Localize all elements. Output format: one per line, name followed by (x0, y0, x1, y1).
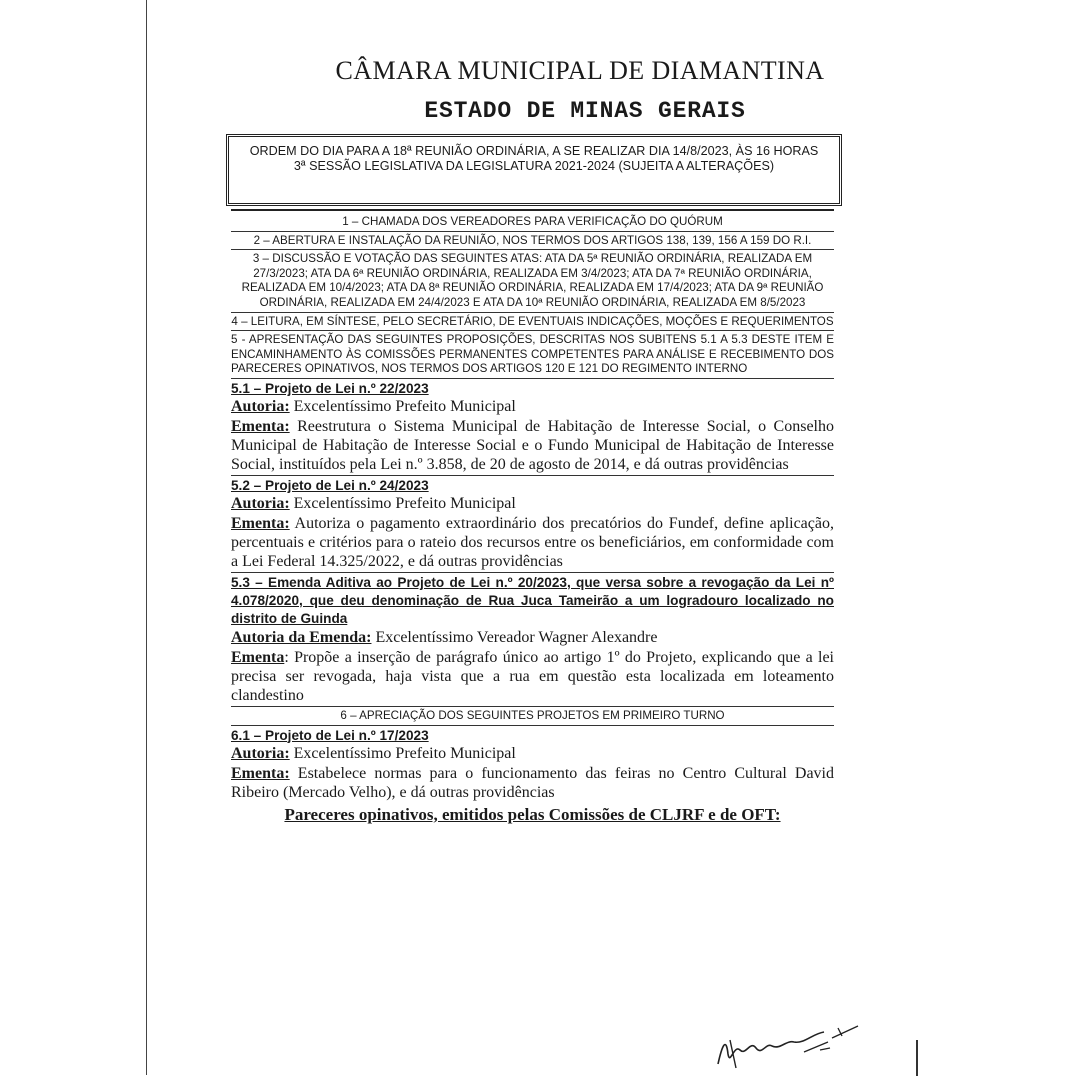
summary-text: Reestrutura o Sistema Municipal de Habitação de Interesse Social, o Conselho Municipal de Habitação de Interesse Social e o Fundo Municipal de Habitação de Interesse Social, instituídos pela Lei n.º 3.858, de 20 de agosto de 2014, e dá outras providências (231, 417, 834, 473)
subitem-5-1-author (231, 397, 834, 416)
subitem-5-2-title: 5.2 – Projeto de Lei n.º 24/2023 (231, 477, 429, 493)
author-name: Excelentíssimo Vereador Wagner Alexandre (375, 628, 658, 646)
agenda-item-6: 6 – APRECIAÇÃO DOS SEGUINTES PROJETOS EM PRIMEIRO TURNO (340, 708, 725, 722)
subitem-5-1-summary (231, 417, 834, 474)
ementa-label: Ementa: (231, 764, 290, 782)
legislative-session-line: 3ª SESSÃO LEGISLATIVA DA LEGISLATURA 2021-2024 (SUJEITA A ALTERAÇÕES) (293, 159, 775, 173)
order-of-day-line: ORDEM DO DIA PARA A 18ª REUNIÃO ORDINÁRIA, A SE REALIZAR DIA 14/8/2023, ÀS 16 HORAS (249, 144, 819, 158)
agenda-item-4: 4 – LEITURA, EM SÍNTESE, PELO SECRETÁRIO, DE EVENTUAIS INDICAÇÕES, MOÇÕES E REQUERIMENTOS (231, 314, 834, 328)
state-title: ESTADO DE MINAS GERAIS (424, 98, 746, 124)
summary-text: : Propõe a inserção de parágrafo único ao artigo 1º do Projeto, explicando que a lei precisa ser revogada, haja vista que a rua em questão esta localizada em loteamento clandestino (231, 648, 834, 704)
page-edge-right (916, 1040, 918, 1076)
agenda-item-3: 3 – DISCUSSÃO E VOTAÇÃO DAS SEGUINTES ATAS: ATA DA 5ª REUNIÃO ORDINÁRIA, REALIZADA EM 27/3/2023; ATA DA 6ª REUNIÃO ORDINÁRIA, REALIZADA EM 3/4/2023; ATA DA 7ª REUNIÃO ORDINÁRIA, REALIZADA EM 10/4/2023; ATA DA 8ª REUNIÃO ORDINÁRIA, REALIZADA EM 17/4/2023; ATA DA 9ª REUNIÃO ORDINÁRIA, REALIZADA EM 24/4/2023 E ATA DA 10ª REUNIÃO ORDINÁRIA, REALIZADA EM 8/5/2023 (241, 252, 824, 309)
subitem-6-1-title: 6.1 – Projeto de Lei n.º 17/2023 (231, 727, 429, 743)
handwritten-signature (700, 1006, 880, 1076)
subitem-5-2-summary (231, 514, 834, 571)
agenda-item-1: 1 – CHAMADA DOS VEREADORES PARA VERIFICAÇÃO DO QUÓRUM (342, 215, 723, 228)
agenda-item-5: 5 - APRESENTAÇÃO DAS SEGUINTES PROPOSIÇÕES, DESCRITAS NOS SUBITENS 5.1 A 5.3 DESTE ITEM E ENCAMINHAMENTO ÀS COMISSÕES PERMANENTES COMPETENTES PARA ANÁLISE E RECEBIMENTO DOS PARECERES OPINATIVOS, NOS TERMOS DOS ARTIGOS 120 E 121 DO REGIMENTO INTERNO (231, 333, 834, 376)
pareceres-heading: Pareceres opinativos, emitidos pelas Comissões de CLJRF e de OFT: (284, 804, 781, 824)
autoria-emenda-label: Autoria da Emenda: (231, 628, 372, 646)
chamber-title: CÂMARA MUNICIPAL DE DIAMANTINA (335, 56, 825, 85)
subitem-6-1-summary (231, 764, 834, 802)
subitem-6-1-author (231, 744, 834, 763)
subitem-5-1-title: 5.1 – Projeto de Lei n.º 22/2023 (231, 380, 429, 396)
agenda-content (231, 209, 834, 825)
order-of-day-box (226, 134, 842, 206)
agenda-item-2: 2 – ABERTURA E INSTALAÇÃO DA REUNIÃO, NOS TERMOS DOS ARTIGOS 138, 139, 156 A 159 DO R.I. (253, 233, 812, 247)
ementa-label: Ementa (231, 648, 285, 666)
author-name: Excelentíssimo Prefeito Municipal (293, 397, 516, 415)
autoria-label: Autoria: (231, 397, 290, 415)
subitem-5-2-author (231, 494, 834, 513)
autoria-label: Autoria: (231, 494, 290, 512)
author-name: Excelentíssimo Prefeito Municipal (293, 744, 516, 762)
ementa-label: Ementa: (231, 417, 290, 435)
autoria-label: Autoria: (231, 744, 290, 762)
author-name: Excelentíssimo Prefeito Municipal (293, 494, 516, 512)
ementa-label: Ementa: (231, 514, 290, 532)
page-edge-left (146, 0, 147, 1075)
subitem-5-3-summary (231, 648, 834, 705)
summary-text: Estabelece normas para o funcionamento das feiras no Centro Cultural David Ribeiro (Mercado Velho), e dá outras providências (231, 764, 835, 801)
subitem-5-3-author (231, 628, 834, 647)
summary-text: Autoriza o pagamento extraordinário dos precatórios do Fundef, define aplicação, percentuais e critérios para o rateio dos recursos entre os beneficiários, em conformidade com a Lei Federal 14.325/2022, e dá outras providências (231, 514, 834, 570)
subitem-5-3-title: 5.3 – Emenda Aditiva ao Projeto de Lei n.º 20/2023, que versa sobre a revogação da Lei nº 4.078/2020, que deu denominação de Rua Juca Tameirão a um logradouro localizado no distrito de Guinda (231, 574, 834, 626)
